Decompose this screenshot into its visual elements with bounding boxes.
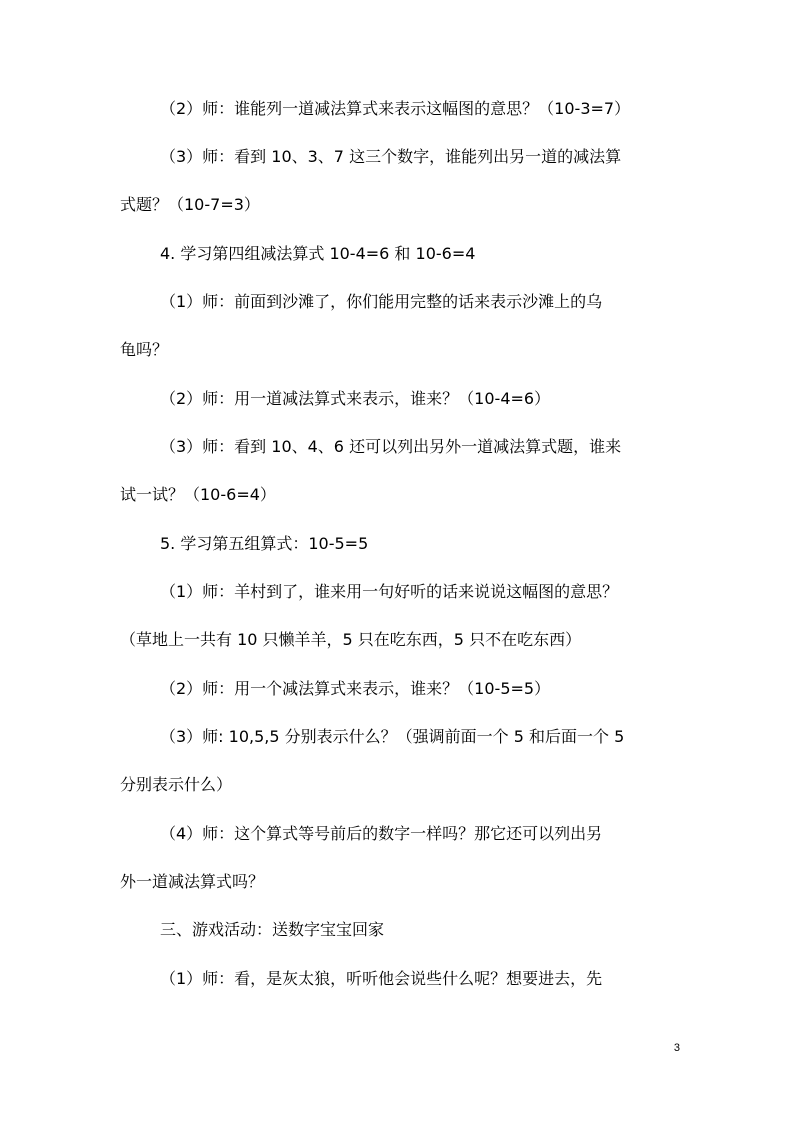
text-line: 5. 学习第五组算式：10-5=5 [160, 534, 369, 553]
text-line: 外一道减法算式吗？ [120, 872, 265, 891]
text-line: （1）师：羊村到了，谁来用一句好听的话来说说这幅图的意思？ [160, 582, 619, 601]
text-line: 分别表示什么） [120, 775, 233, 794]
page-number: 3 [673, 1042, 680, 1054]
text-line: （2）师：谁能列一道减法算式来表示这幅图的意思？（10-3=7） [160, 99, 631, 118]
text-line: 三、游戏活动：送数字宝宝回家 [160, 920, 385, 939]
text-line: （3）师：看到 10、4、6 还可以列出另外一道减法算式题，谁来 [160, 437, 622, 456]
text-line: （草地上一共有 10 只懒羊羊，5 只在吃东西，5 只不在吃东西） [120, 630, 582, 649]
text-line: （2）师：用一道减法算式来表示，谁来？（10-4=6） [160, 389, 551, 408]
text-line: 龟吗？ [120, 340, 169, 359]
text-line: 4. 学习第四组减法算式 10-4=6 和 10-6=4 [160, 244, 476, 263]
text-line: （1）师：前面到沙滩了，你们能用完整的话来表示沙滩上的乌 [160, 292, 603, 311]
text-line: 试一试？（10-6=4） [120, 485, 276, 504]
text-line: （3）师：看到 10、3、7 这三个数字，谁能列出另一道的减法算 [160, 147, 622, 166]
text-line: 式题？（10-7=3） [120, 195, 260, 214]
text-line: （2）师：用一个减法算式来表示，谁来？（10-5=5） [160, 679, 551, 698]
text-line: （1）师：看，是灰太狼，听听他会说些什么呢？想要进去，先 [160, 969, 603, 988]
text-line: （3）师: 10,5,5 分别表示什么？（强调前面一个 5 和后面一个 5 [160, 727, 625, 746]
text-line: （4）师：这个算式等号前后的数字一样吗？那它还可以列出另 [160, 824, 603, 843]
